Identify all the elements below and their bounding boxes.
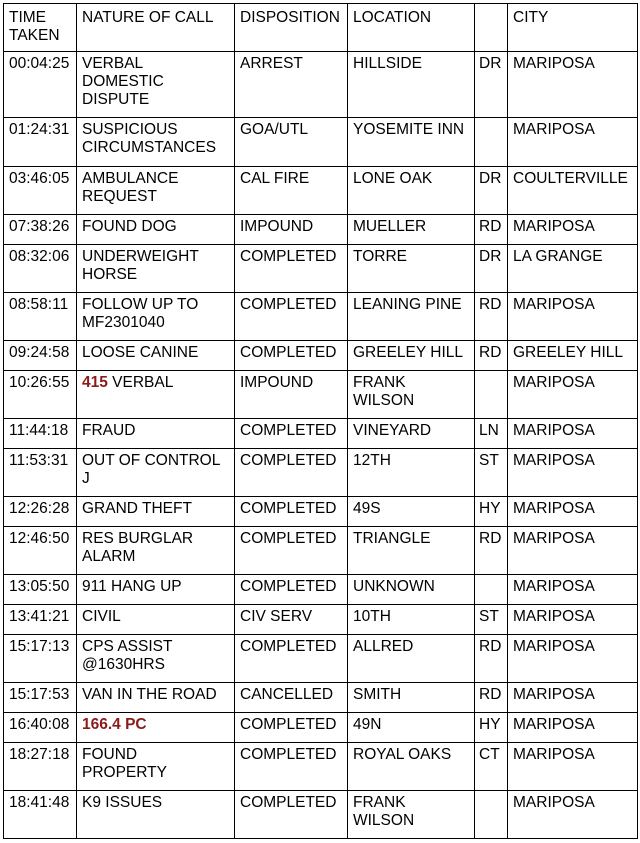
nature-text: SUSPICIOUS CIRCUMSTANCES [82,121,217,156]
table-row [4,167,638,215]
header-row [4,4,638,52]
disposition-cell: COMPLETED [235,791,348,839]
nature-of-call-cell [77,635,235,683]
table-row [4,605,638,635]
table-row [4,371,638,419]
disposition-cell: CIV SERV [235,605,348,635]
city-cell: GREELEY HILL [508,341,638,371]
disposition-cell: GOA/UTL [235,118,348,167]
nature-text: LOOSE CANINE [82,344,199,361]
time-taken-cell: 03:46:05 [4,167,77,215]
street-suffix-cell: HY [475,497,508,527]
table-row [4,791,638,839]
header-city: CITY [508,4,638,52]
disposition-cell: COMPLETED [235,245,348,293]
nature-of-call-cell [77,575,235,605]
time-taken-cell: 15:17:13 [4,635,77,683]
nature-of-call-cell [77,713,235,743]
location-cell: FRANK WILSON [348,791,475,839]
nature-of-call-cell [77,527,235,575]
nature-text: FOUND PROPERTY [82,746,167,781]
time-taken-cell: 09:24:58 [4,341,77,371]
location-cell: GREELEY HILL [348,341,475,371]
nature-text: CIVIL [82,608,121,625]
city-cell: MARIPOSA [508,575,638,605]
city-cell: MARIPOSA [508,605,638,635]
table-row [4,713,638,743]
city-cell: MARIPOSA [508,118,638,167]
nature-text: VERBAL [107,374,174,391]
location-cell: LONE OAK [348,167,475,215]
header-suffix [475,4,508,52]
table-row [4,497,638,527]
disposition-cell: ARREST [235,52,348,118]
nature-of-call-cell [77,419,235,449]
header-disposition: DISPOSITION [235,4,348,52]
street-suffix-cell: CT [475,743,508,791]
time-taken-cell: 16:40:08 [4,713,77,743]
street-suffix-cell: LN [475,419,508,449]
disposition-cell: COMPLETED [235,575,348,605]
street-suffix-cell: RD [475,215,508,245]
nature-of-call-cell [77,791,235,839]
location-cell: TORRE [348,245,475,293]
location-cell: ALLRED [348,635,475,683]
street-suffix-cell: HY [475,713,508,743]
disposition-cell: COMPLETED [235,497,348,527]
street-suffix-cell: RD [475,527,508,575]
nature-of-call-cell [77,52,235,118]
nature-of-call-cell [77,371,235,419]
location-cell: FRANK WILSON [348,371,475,419]
street-suffix-cell [475,575,508,605]
disposition-cell: COMPLETED [235,743,348,791]
disposition-cell: COMPLETED [235,341,348,371]
time-taken-cell: 18:27:18 [4,743,77,791]
nature-text: UNDERWEIGHT HORSE [82,248,199,283]
call-log-body [4,52,638,839]
table-row [4,52,638,118]
header-nature-of-call: NATURE OF CALL [77,4,235,52]
city-cell: MARIPOSA [508,497,638,527]
street-suffix-cell: RD [475,683,508,713]
header-time-taken: TIME TAKEN [4,4,77,52]
nature-text: CPS ASSIST @1630HRS [82,638,173,673]
disposition-cell: COMPLETED [235,635,348,683]
nature-text: VERBAL DOMESTIC DISPUTE [82,55,164,108]
disposition-cell: COMPLETED [235,449,348,497]
time-taken-cell: 07:38:26 [4,215,77,245]
location-cell: MUELLER [348,215,475,245]
street-suffix-cell: ST [475,449,508,497]
nature-of-call-cell [77,215,235,245]
penal-code: 415 [82,374,108,391]
location-cell: SMITH [348,683,475,713]
street-suffix-cell: DR [475,52,508,118]
table-row [4,245,638,293]
time-taken-cell: 13:41:21 [4,605,77,635]
table-row [4,527,638,575]
time-taken-cell: 13:05:50 [4,575,77,605]
city-cell: COULTERVILLE [508,167,638,215]
location-cell: 12TH [348,449,475,497]
city-cell: MARIPOSA [508,449,638,497]
city-cell: LA GRANGE [508,245,638,293]
time-taken-cell: 18:41:48 [4,791,77,839]
nature-of-call-cell [77,167,235,215]
city-cell: MARIPOSA [508,683,638,713]
city-cell: MARIPOSA [508,419,638,449]
time-taken-cell: 12:26:28 [4,497,77,527]
street-suffix-cell: DR [475,245,508,293]
table-row [4,575,638,605]
city-cell: MARIPOSA [508,215,638,245]
disposition-cell: COMPLETED [235,419,348,449]
disposition-cell: CANCELLED [235,683,348,713]
time-taken-cell: 00:04:25 [4,52,77,118]
nature-text: RES BURGLAR ALARM [82,530,194,565]
city-cell: MARIPOSA [508,743,638,791]
location-cell: 10TH [348,605,475,635]
street-suffix-cell: RD [475,293,508,341]
nature-text: FRAUD [82,422,136,439]
table-row [4,449,638,497]
table-row [4,293,638,341]
disposition-cell: COMPLETED [235,713,348,743]
location-cell: 49S [348,497,475,527]
header-location: LOCATION [348,4,475,52]
time-taken-cell: 08:58:11 [4,293,77,341]
table-row [4,635,638,683]
nature-text: 911 HANG UP [82,578,182,595]
nature-text: FOUND DOG [82,218,177,235]
table-row [4,683,638,713]
disposition-cell: IMPOUND [235,371,348,419]
time-taken-cell: 12:46:50 [4,527,77,575]
location-cell: LEANING PINE [348,293,475,341]
nature-text: VAN IN THE ROAD [82,686,217,703]
nature-of-call-cell [77,118,235,167]
nature-of-call-cell [77,341,235,371]
time-taken-cell: 11:53:31 [4,449,77,497]
city-cell: MARIPOSA [508,527,638,575]
penal-code: 166.4 PC [82,716,147,733]
city-cell: MARIPOSA [508,635,638,683]
city-cell: MARIPOSA [508,293,638,341]
nature-of-call-cell [77,293,235,341]
table-row [4,341,638,371]
location-cell: ROYAL OAKS [348,743,475,791]
time-taken-cell: 15:17:53 [4,683,77,713]
nature-of-call-cell [77,245,235,293]
location-cell: TRIANGLE [348,527,475,575]
disposition-cell: IMPOUND [235,215,348,245]
nature-of-call-cell [77,497,235,527]
table-row [4,118,638,167]
nature-text: GRAND THEFT [82,500,192,517]
street-suffix-cell: DR [475,167,508,215]
location-cell: VINEYARD [348,419,475,449]
city-cell: MARIPOSA [508,371,638,419]
location-cell: UNKNOWN [348,575,475,605]
time-taken-cell: 10:26:55 [4,371,77,419]
call-log-table [3,3,638,839]
nature-of-call-cell [77,605,235,635]
nature-text: OUT OF CONTROL J [82,452,221,487]
location-cell: 49N [348,713,475,743]
nature-of-call-cell [77,449,235,497]
location-cell: YOSEMITE INN [348,118,475,167]
nature-text: AMBULANCE REQUEST [82,170,179,205]
time-taken-cell: 01:24:31 [4,118,77,167]
disposition-cell: CAL FIRE [235,167,348,215]
nature-of-call-cell [77,743,235,791]
city-cell: MARIPOSA [508,713,638,743]
nature-of-call-cell [77,683,235,713]
disposition-cell: COMPLETED [235,527,348,575]
street-suffix-cell: RD [475,635,508,683]
table-row [4,419,638,449]
nature-text: FOLLOW UP TO MF2301040 [82,296,199,331]
city-cell: MARIPOSA [508,52,638,118]
city-cell: MARIPOSA [508,791,638,839]
street-suffix-cell [475,371,508,419]
street-suffix-cell: ST [475,605,508,635]
street-suffix-cell [475,791,508,839]
disposition-cell: COMPLETED [235,293,348,341]
table-row [4,215,638,245]
location-cell: HILLSIDE [348,52,475,118]
time-taken-cell: 08:32:06 [4,245,77,293]
nature-text: K9 ISSUES [82,794,163,811]
street-suffix-cell: RD [475,341,508,371]
street-suffix-cell [475,118,508,167]
table-row [4,743,638,791]
time-taken-cell: 11:44:18 [4,419,77,449]
